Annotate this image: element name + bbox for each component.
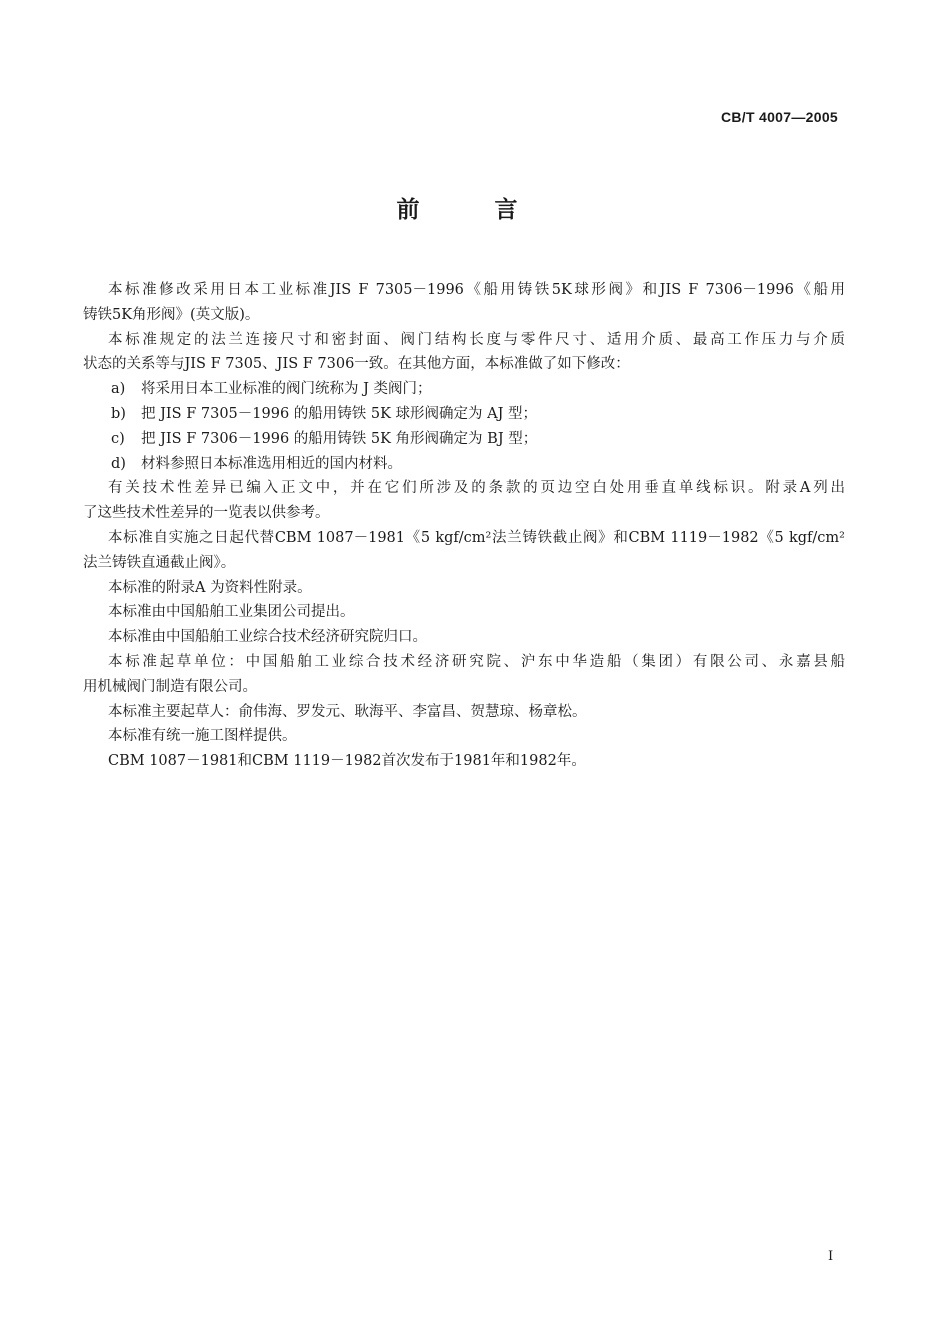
list-text: 把 JIS F 7306－1996 的船用铸铁 5K 角形阀确定为 BJ 型； [141, 430, 538, 447]
text-line: 本标准自实施之日起代替CBM 1087－1981《5 kgf/cm²法兰铸铁截止阀》和CBM 1119－1982《5 kgf/cm² [108, 529, 845, 546]
standard-number: CB/T 4007—2005 [720, 109, 838, 125]
paragraph [83, 625, 845, 650]
text-line: 本标准由中国船舶工业综合技术经济研究院归口。 [108, 629, 427, 646]
text-line: 本标准修改采用日本工业标准JIS F 7305－1996《船用铸铁5K球形阀》和JIS F 7306－1996《船用 [108, 282, 845, 298]
list-item [83, 427, 845, 452]
text-line: 本标准规定的法兰连接尺寸和密封面、阀门结构长度与零件尺寸、适用介质、最高工作压力与介质 [108, 331, 845, 348]
page-number: I [828, 1249, 834, 1264]
text-line: 本标准的附录A 为资料性附录。 [108, 579, 312, 596]
text-line: 状态的关系等与JIS F 7305、JIS F 7306一致。在其他方面，本标准做了如下修改： [83, 356, 630, 373]
list-text: 把 JIS F 7305－1996 的船用铸铁 5K 球形阀确定为 AJ 型； [141, 405, 538, 422]
paragraph [83, 476, 845, 526]
paragraph [83, 724, 845, 749]
paragraph [83, 650, 845, 700]
document-body [83, 278, 845, 774]
list-text: 将采用日本工业标准的阀门统称为 J 类阀门； [141, 381, 432, 398]
text-line: 本标准起草单位：中国船舶工业综合技术经济研究院、沪东中华造船（集团）有限公司、永嘉县船 [108, 653, 845, 670]
text-line: 了这些技术性差异的一览表以供参考。 [83, 505, 330, 522]
text-line: 本标准由中国船舶工业集团公司提出。 [108, 604, 355, 621]
list-label: c) [111, 430, 125, 447]
text-line: 本标准主要起草人：俞伟海、罗发元、耿海平、李富昌、贺慧琼、杨章松。 [108, 703, 587, 720]
text-line: CBM 1087－1981和CBM 1119－1982首次发布于1981年和1982年。 [108, 753, 586, 770]
text-line: 有关技术性差异已编入正文中，并在它们所涉及的条款的页边空白处用垂直单线标识。附录A列出 [108, 480, 845, 497]
list-label: a) [111, 381, 126, 398]
paragraph [83, 576, 845, 601]
list-item [83, 402, 845, 427]
list-item [83, 452, 845, 477]
text-line: 用机械阀门制造有限公司。 [83, 678, 257, 695]
paragraph [83, 749, 845, 774]
page-title: 前 言 [396, 196, 544, 223]
paragraph [83, 600, 845, 625]
list-text: 材料参照日本标准选用相近的国内材料。 [141, 455, 402, 472]
text-line: 本标准有统一施工图样提供。 [108, 728, 297, 745]
list-item [83, 377, 845, 402]
paragraph [83, 526, 845, 576]
text-line: 铸铁5K角形阀》(英文版)。 [83, 306, 260, 323]
paragraph [83, 700, 845, 725]
paragraph [83, 278, 845, 328]
list-label: d) [111, 455, 126, 472]
text-line: 法兰铸铁直通截止阀》。 [83, 554, 236, 571]
paragraph [83, 328, 845, 378]
list-label: b) [111, 405, 126, 422]
